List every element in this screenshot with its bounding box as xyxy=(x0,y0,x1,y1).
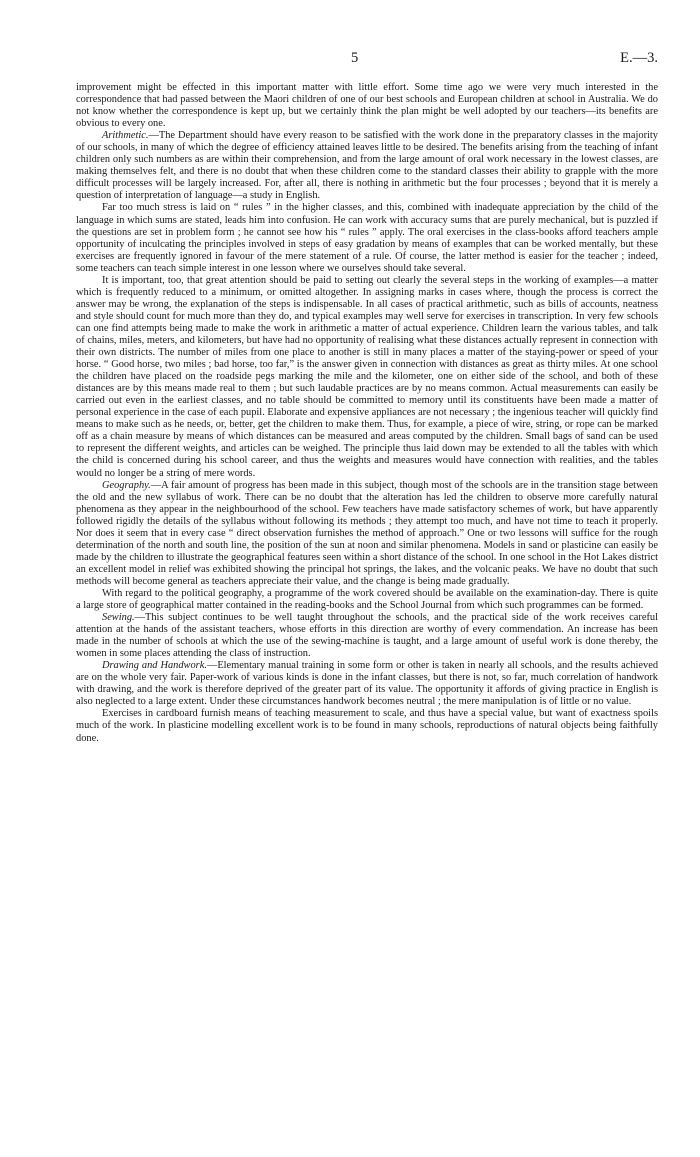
section-heading-geography: Geography. xyxy=(102,479,151,491)
paragraph-examples xyxy=(76,275,658,480)
paragraph-text: improvement might be effected in this important matter with little effort. Some time ago we were very much interested in the correspondence that had passed between the Maori children of one of our best schools and European children at school in Australia. We do not know whether the correspondence is kept up, but we certainly think the plan might be well adopted by our teachers—its benefits are obvious to every one. xyxy=(76,82,658,130)
section-heading-drawing-handwork: Drawing and Handwork. xyxy=(102,660,207,672)
paragraph-text: —The Department should have every reason to be satisfied with the work done in the preparatory classes in the majority of our schools, in many of which the degree of efficiency attained leaves little to be desired. The benefits arising from the teaching of infant children only such numbers as are within their comprehension, and from the large amount of oral work necessary in the lowest classes, are making themselves felt, and there is no doubt that when these children come to the standard classes their ability to grapple with the more difficult processes will be largely increased. For, after all, there is nothing in arithmetic but the four processes ; beyond that it is merely a question of interpretation of language—a study in English. xyxy=(76,130,658,202)
paragraph-text: —A fair amount of progress has been made in this subject, though most of the schools are in the transition stage between the old and the new syllabus of work. There can be no doubt that the alteration has led the children to observe more carefully natural phenomena as they appear in the neighbourhood of the school. Few teachers have made satisfactory schemes of work, but have apparently followed rigidly the details of the syllabus without following its methods ; they attempt too much, and have not time to teach it properly. Nor does it seem that in every case “ direct observation furnishes the method of approach.” One or two lessons will suffice for the rough determination of the north and south line, the position of the sun at noon and similar phenomena. Models in sand or plasticine can easily be made by the children to illustrate the geographical features seen within a short distance of the school. In one school in the Hot Lakes district an excellent model in relief was exhibited showing the principal hot springs, the lakes, and the volcanic peaks. We have no doubt that such methods will become general as teachers appreciate their value, and the change is being made gradually. xyxy=(76,479,658,587)
paragraph-geography xyxy=(76,480,658,588)
paragraph-cardboard xyxy=(76,708,658,744)
page-number: 5 xyxy=(351,50,359,66)
page-header xyxy=(76,50,658,72)
paragraph-drawing-handwork xyxy=(76,660,658,708)
paragraph-rules xyxy=(76,202,658,274)
paragraph-text: It is important, too, that great attention should be paid to setting out clearly the several steps in the working of examples—a matter which is frequently reduced to a minimum, or omitted altogether. In assigning marks in cases where, though the process is correct the answer may be wrong, the explanation of the steps is indispensable. In all cases of practical arithmetic, such as bills of accounts, neatness and style should count for much more than they do, and typical examples may well serve for exercises in transcription. In very few schools can one find attempts being made to make the work in arithmetic a matter of actual experience. Children learn the various tables, and talk of chains, miles, meters, and kilometers, but have had no opportunity of realising what these distances actually represent in connection with their own districts. The number of miles from one place to another is still in many places a matter of the staying-power or speed of your horse. “ Good horse, two miles ; bad horse, too far,” is the answer given in connection with distances as great as thirty miles. At one school the children have placed on the roadside pegs marking the mile and the kilometer, one on either side of the school, and both of these distances are by this means made real to them ; but such laudable practices are by no means common. Actual measurements can easily be carried out even in the earliest classes, and no table should be committed to memory until its constituents have been made a matter of personal experience in the case of each pupil. Elaborate and expensive appliances are not necessary ; the ingenious teacher will quickly find means to make such as he needs, or, better, get the children to make them. Thus, for example, a piece of wire, string, or rope can be marked off as a chain measure by means of which distances can be measured and areas computed by the children. Small bags of sand can be used to represent the different weights, and articles can be weighed. The principle thus laid down may be extended to all the tables with which the child is concerned during his school career, and thus the weights and measures would have connection with realities, and the tables would no longer be a string of mere words. xyxy=(76,274,658,479)
paragraph-text: Far too much stress is laid on “ rules ” in the higher classes, and this, combined with inadequate appreciation by the child of the language in which sums are stated, leads him into confusion. He can work with accuracy sums that are purely mechanical, but is puzzled if the questions are set in problem form ; he cannot see how his “ rules ” apply. The oral exercises in the class-books afford teachers ample opportunity of inculcating the principles involved in steps of easy gradation by means of examples that can be worked mentally, but these exercises are frequently ignored in favour of the mere statement of a rule. Of course, the latter method is easier for the teacher ; indeed, some teachers can teach simple interest in one lesson where we ourselves should take several. xyxy=(76,202,658,274)
paragraph-text: —Elementary manual training in some form or other is taken in nearly all schools, and the results achieved are on the whole very fair. Paper-work of various kinds is done in the infant classes, but there is not, so far, much correlation of handwork with drawing, and the work is therefore deprived of the greater part of its value. The opportunity it affords of giving practice in English is also neglected to a large extent. Under these circumstances handwork becomes neutral ; the mere manipulation is of little or no value. xyxy=(76,660,659,708)
paragraph-political-geography xyxy=(76,588,658,612)
paragraph-sewing xyxy=(76,612,658,660)
section-heading-sewing: Sewing. xyxy=(102,612,135,624)
paragraph-text: Exercises in cardboard furnish means of teaching measurement to scale, and thus have a special value, but want of exactness spoils much of the work. In plasticine modelling excellent work is to be found in many schools, reproductions of natural objects being faithfully done. xyxy=(76,708,658,744)
series-number: E.—3. xyxy=(620,50,658,66)
paragraph-continuation xyxy=(76,82,658,130)
document-body xyxy=(76,82,658,745)
section-heading-arithmetic: Arithmetic. xyxy=(102,130,149,142)
paragraph-text: With regard to the political geography, a programme of the work covered should be available on the examination-day. There is quite a large store of geographical matter contained in the reading-books and the School Journal from which such programmes can be formed. xyxy=(76,587,658,612)
paragraph-arithmetic xyxy=(76,130,658,202)
paragraph-text: —This subject continues to be well taught throughout the schools, and the practical side of the work receives careful attention at the hands of the assistant teachers, whose efforts in this direction are worthy of every commendation. An increase has been made in the number of schools at which the use of the sewing-machine is taught, and a large amount of useful work is done thereby, the women in some places attending the class of instruction. xyxy=(76,612,658,660)
